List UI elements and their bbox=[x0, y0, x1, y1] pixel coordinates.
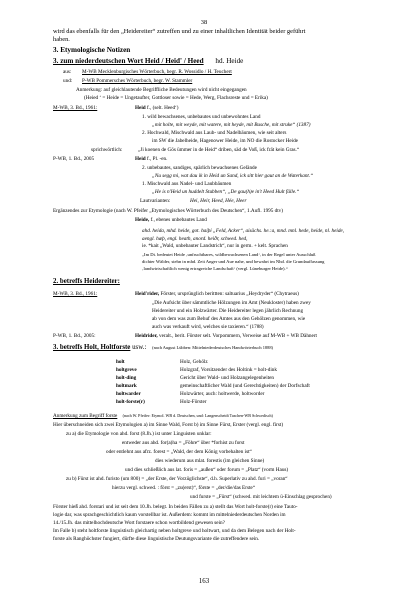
holt-term: holtmark bbox=[116, 383, 137, 389]
etym-line: ‚landwirtschaftlich wenig ertragreiche Landschaft‘ (vergl. Lüneburger Heide).“ bbox=[142, 266, 288, 271]
sub2-pwb-def: veralt., berit. Förster selt. Vorpommern, Verweise auf M-WB + WB Dähnert bbox=[159, 333, 318, 339]
forste-line: und dies schließlich aus lat. foris = „außen“ oder forum = „Platz“ (vorm Haus) bbox=[125, 467, 289, 473]
forste-line: 14./15.Jh. das mittelhochdeutsche Wort forstaere schon wortbildend gewesen sein? bbox=[53, 520, 225, 526]
holt-meaning: Holz-Förster bbox=[180, 399, 207, 405]
forste-line: Im Falle b) steht holtforste linguistisch gleichartig neben holtgreve und holtwart, und da dem Belegen nach der Holt- bbox=[53, 528, 296, 534]
forste-line: oder entlehnt aus afrz. forest = „Wald, der dem König vorbehalten ist“ bbox=[106, 449, 252, 455]
forste-source: (nach W. Pfeifer: Etymol. WB d. Deutschen, und: Langenscheidt Taschen-WB Schwedisch) bbox=[122, 413, 273, 418]
holt-term: holt-ding bbox=[116, 375, 137, 381]
sub2-entry bbox=[135, 292, 299, 297]
sub2-line: auch was verkauft wird, welches sie taxieren.“ (1788) bbox=[152, 324, 264, 330]
holt-meaning: gemeinschaftlicher Wald (und Gerechtigkeiten) der Dorfschaft bbox=[180, 383, 310, 389]
pwb-line: 1. Mischwald aus Nadel- und Laubbäumen bbox=[142, 181, 232, 187]
pwb-word: Heid bbox=[135, 156, 146, 162]
pwb-line: „Nu segg mi, wat dau ik in Heid un Sand, ick sitt hier gaut an de Waterkant.“ bbox=[152, 173, 314, 179]
sub1-title-words: Heid / Heid' / Heed bbox=[144, 57, 204, 65]
mwb-line: im SW die Jabelheide, Hagenower Heide, im NO die Rostocker Heide bbox=[152, 138, 298, 144]
forste-line: forste als Ranghöchster fungiert, dürfte diese linguistische Deutungsvariante die zutreffendere sein. bbox=[53, 536, 260, 542]
pwb-entry bbox=[135, 157, 167, 162]
sub3-title-main: 3. betreffs Holt, Holtforste bbox=[53, 344, 131, 351]
holt-meaning: Gericht über Wald- und Holzangelegenheiten bbox=[180, 375, 274, 381]
pwb-line: 2. unbebautes, sandiges, spärlich bewachsenes Gelände bbox=[142, 165, 257, 171]
proverb-text: „Ji koenen de Gös ümmer in de Heid“ driben, säd de Voß, ick frät kein Gras.“ bbox=[138, 147, 300, 153]
lautvar-label: Lautvarianten: bbox=[140, 198, 171, 204]
note2: (Heied ‘ = Heide = Ungetaufter, Gottloser sowie = Hede, Werg, Flachsreste und = Erika) bbox=[84, 95, 268, 101]
forste-line: und furste = „Fürst“ (schwed. mit leichtem ü-Einschlag gesprochen) bbox=[190, 494, 332, 500]
und-value: P-WB Pommersches Wörterbuch, begr. W. Stammler bbox=[82, 78, 193, 84]
page-number-top: 38 bbox=[200, 19, 208, 26]
lautvar-value: Hei, Heir, Heed, Hée, Heer bbox=[190, 198, 247, 204]
etym-line: „Im Dt. bedeutet Heide ‚unfruchtbares, wildbewachsenen Land‘, in der Regel unter Ausschluß bbox=[142, 252, 316, 257]
holt-meaning: Holzwärter, auch: holtwerde, holtworder bbox=[180, 391, 265, 397]
mwb-ref: M-WB, 3. Bd., 1961: bbox=[53, 105, 98, 111]
forste-line: zu a) die Etymologie von ahd. forst (8.Jh.) ist unter Linguisten unklar: bbox=[66, 431, 212, 437]
page-number-bottom: 163 bbox=[198, 578, 210, 585]
mwb-def: f., (selt. Heed‘) bbox=[146, 105, 179, 111]
forste-line: dies wiederum aus mlat. forestis (im gleichen Sinne) bbox=[155, 458, 265, 464]
pwb-def: f., Pl. -en. bbox=[146, 156, 168, 162]
holt-meaning: Holzgraf, Vorsitzender des Holtink = holt-dink bbox=[180, 367, 277, 373]
sub2-line: Heidereiter und ein Holzwärter. Die Heidereiter legen jährlich Rechnung bbox=[152, 308, 304, 314]
holt-term: holt-forste(r) bbox=[116, 399, 145, 405]
sub2-pwb-ref: P-WB, 1. Bd., 2005: bbox=[53, 333, 96, 339]
forste-line: entweder aus ahd. for(a)ha = „Föhre“ über *forhist zu forst bbox=[122, 440, 245, 446]
etym-entry bbox=[135, 218, 207, 223]
pwb-line: „He is n'Heid un huddelt Stubben“, „De gau(h)e in't Heed Hult fälle.“ bbox=[152, 189, 300, 195]
forste-line: zu b) Fürst ist ahd. furisto (um 800) = „der Erste, der Vorzüglichste“, d.h. Superlativ zu ahd. furi = „voran“ bbox=[66, 476, 288, 482]
sub2-line: ab von dem was zum Behuf des Amtes aus den Gehölzen genommen, wie bbox=[152, 316, 306, 322]
section-heading: 3. Etymologische Notizen bbox=[53, 46, 131, 54]
holt-term: holt bbox=[116, 359, 125, 365]
forste-line: Hier überschneiden sich zwei Etymologien a) im Sinne Wald, Forst b) im Sinne Fürst, Erster (vergl. engl. first) bbox=[53, 422, 284, 428]
pwb-ref: P-WB, 1. Bd., 2005 bbox=[53, 156, 95, 162]
aus-value: M-WB Mecklenburgisches Wörterbuch, begr. R. Wossidlo / H. Teuchert bbox=[82, 69, 232, 75]
holt-term: holtgreve bbox=[116, 367, 137, 373]
intro-line: haben. bbox=[53, 36, 70, 43]
etym-line: ie. *kait „Wald, unbebauter Landstrich“, nur in germ. + kelt. Sprachen bbox=[142, 243, 288, 249]
note: Anmerkung: auf gleichlautende Begriffliche Bedeutungen wird nicht eingegangen bbox=[76, 87, 247, 93]
mwb-line: „mit holte, mit weyde, mit watere, mit heyde, mit Busche, mit struke“ (1387) bbox=[152, 122, 311, 128]
aus-label: aus: bbox=[63, 69, 72, 75]
etym-line: ahd. heida, mhd. heide, got. haiþi „Feld, Acker“, aisächs. he.:a, mnd. mnl. hede, heide, nl. heide, aengl. hæþ, engl. heath, anord. heiðr, schwed. hed, bbox=[142, 228, 345, 242]
sub1-title bbox=[53, 58, 243, 65]
forste-line: logie dar, was sprachgeschichtlich kaum vorstellbar ist. Außerdem: kommt im mittelniederdeutschen Norden im bbox=[53, 512, 286, 518]
sub3-title bbox=[53, 345, 273, 352]
und-label: und: bbox=[63, 78, 73, 84]
sub3-title-suffix: usw.: bbox=[132, 344, 147, 351]
sub2-line: „Die Aufsicht über sämmtliche Hölzungen im Amt (Neukloster) haben zwey bbox=[152, 300, 311, 306]
sub1-title-suffix: hd. Heide bbox=[215, 57, 244, 65]
sub2-word: Heid'rider, bbox=[135, 291, 160, 297]
etym-word: Heide, bbox=[135, 217, 150, 223]
sub2-pwb-entry bbox=[135, 334, 317, 339]
sub2-mwb-ref: M-WB, 3. Bd., 1961: bbox=[53, 291, 98, 297]
mwb-entry bbox=[135, 106, 179, 111]
holt-term: holtwarder bbox=[116, 391, 141, 397]
sub3-source: (nach August Lübben: Mittelniederdeutsches Handwörterbuch 1888) bbox=[152, 345, 273, 350]
mwb-word: Heid bbox=[135, 105, 146, 111]
forste-line: Förster hieß ahd. forstari und ist seit dem 10.Jh. belegt. In beiden Fällen zu a) stellt das Wort holt-forste(r) eine Tauto- bbox=[53, 504, 298, 510]
intro-line: wird das ebenfalls für den „Heidereiter“ zutreffen und zu einer inhaltlichen Identität beider geführt bbox=[53, 28, 306, 35]
sub1-title-prefix: 3. zum niederdeutschen Wort bbox=[53, 57, 145, 65]
forste-heading: Anmerkung zum Begriff forste bbox=[53, 413, 118, 419]
etym-line: dichter Wälder, stehn in mhd. Zeit Anger und Aue nahe, und bewahrt im Nhd. die Grundauffassung bbox=[142, 259, 325, 264]
forste-heading-line bbox=[53, 414, 273, 419]
sub2-def: Förster, ursprünglich berittten: saltuarius „Heydryder“ (Chytraeus) bbox=[160, 291, 299, 297]
mwb-line: 1. wild bewachsenes, unbebautes und unbewohntes Land bbox=[142, 114, 261, 120]
ergaenz: Ergänzendes zur Etymologie (nach W. Pfeifer „Etymologisches Wörterbuch des Deutschen“, 1.Aufl. 1995 dtv) bbox=[53, 208, 284, 214]
etym-def: f., ebenes unbebautes Land bbox=[150, 217, 207, 223]
proverb-label: sprichwörtlich: bbox=[91, 147, 123, 153]
sub2-pwb-word: Heidrider, bbox=[135, 333, 158, 339]
sub2-title: 2. betreffs Heidereiter: bbox=[53, 278, 120, 285]
mwb-line: 2. Hochwald, Mischwald aus Laub- und Nadelbäumen, wie seit alters bbox=[142, 130, 287, 136]
holt-meaning: Holz, Gehölz bbox=[180, 359, 208, 365]
forste-line: hierzu vergl. schwed. : först = „zu(erst)“, förste = „der/die/das Erste“ bbox=[112, 485, 256, 491]
